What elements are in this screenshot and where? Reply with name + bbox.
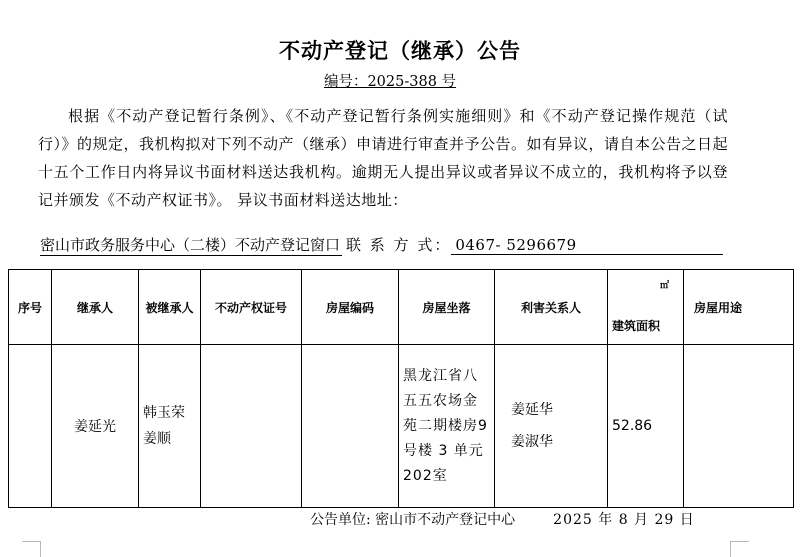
document-number: 编号：2025-388 号 <box>323 74 457 90</box>
interested-party-name: 姜淑华 <box>511 434 553 450</box>
notice-body: 根据《不动产登记暂行条例》、《不动产登记暂行条例实施细则》和《不动产登记操作规范（试行）》的规定，我机构拟对下列不动产（继承）申请进行审查并予公告。如有异议，请自本公告之日起十五个工作日内将异议书面材料送达我机构。逾期无人提出异议或者异议不成立的，我机构将予以登记并颁发《不动产权证书》。 异议书面材料送达地址： <box>38 107 729 209</box>
cell-house-code <box>302 345 399 508</box>
objection-address: 密山市政务服务中心（二楼）不动产登记窗口 <box>40 236 341 254</box>
table-row <box>9 345 794 508</box>
header-cert-number: 不动产权证号 <box>201 270 302 345</box>
issuer: 公告单位: 密山市不动产登记中心 <box>310 512 516 528</box>
contact-phone: 0467- 5296679 <box>451 236 723 255</box>
cell-seq <box>9 345 52 508</box>
decedent-name: 姜顺 <box>143 431 171 447</box>
header-heir: 继承人 <box>52 270 139 345</box>
property-table <box>8 269 794 508</box>
cell-interested-party <box>495 345 608 508</box>
interested-party-name: 姜延华 <box>511 402 553 418</box>
header-area-label: 建筑面积 <box>612 319 661 333</box>
footer <box>310 509 695 529</box>
header-location: 房屋坐落 <box>399 270 495 345</box>
header-area <box>608 270 684 345</box>
header-interested-party: 利害关系人 <box>495 270 608 345</box>
address-line <box>40 234 725 254</box>
contact-label: 联 系 方 式： <box>346 236 452 254</box>
area-unit: ㎡ <box>659 281 669 291</box>
table-header-row <box>9 270 794 345</box>
header-decedent: 被继承人 <box>139 270 201 345</box>
cell-cert-number <box>201 345 302 508</box>
page-corner-mark <box>22 541 41 557</box>
cell-location: 黑龙江省八五五农场金苑二期楼房9号楼 3 单元202室 <box>399 345 495 508</box>
cell-heir: 姜延光 <box>52 345 139 508</box>
cell-use <box>684 345 794 508</box>
header-use: 房屋用途 <box>684 270 794 345</box>
header-seq: 序号 <box>9 270 52 345</box>
decedent-name: 韩玉荣 <box>143 405 185 421</box>
cell-decedent <box>139 345 201 508</box>
page-corner-mark <box>730 541 749 557</box>
header-house-code: 房屋编码 <box>302 270 399 345</box>
issue-date: 2025 年 8 月 29 日 <box>553 512 695 528</box>
notice-title: 不动产登记（继承）公告 <box>279 39 521 63</box>
cell-area: 52.86 <box>608 345 684 508</box>
